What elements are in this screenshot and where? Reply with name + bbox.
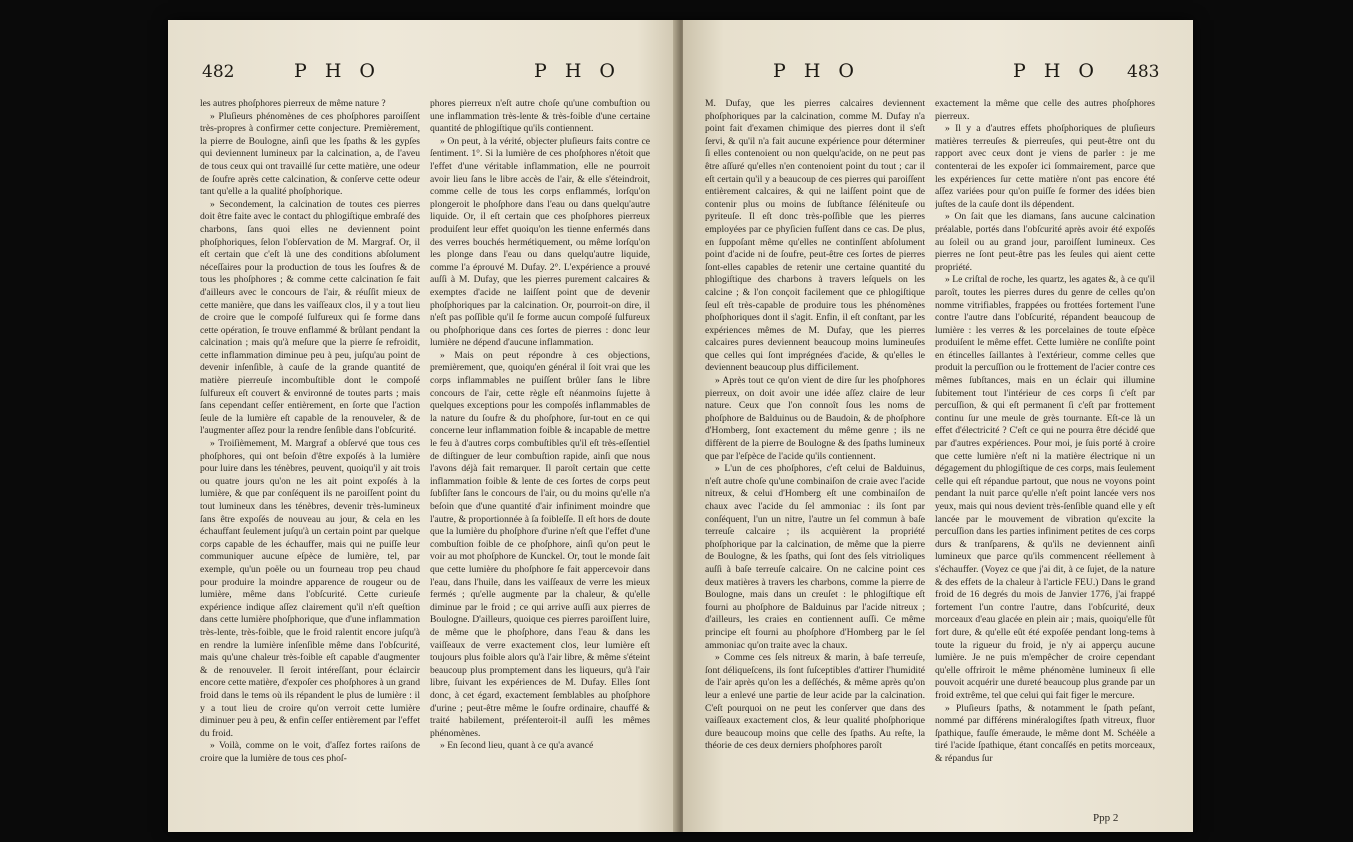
right-column-1	[705, 98, 925, 810]
left-column-1	[200, 98, 420, 810]
page-number-left: 482	[202, 62, 235, 82]
right-page	[683, 20, 1193, 832]
paragraph: » Voilà, comme on le voit, d'aſſez fortes raiſons de croire que la lumière de tous ces phoſ-	[200, 740, 420, 764]
book-spread	[168, 20, 1193, 832]
headword-right-b: P H O	[1013, 60, 1101, 82]
headword-right-a: P H O	[773, 60, 861, 82]
signature-mark: Ppp 2	[1093, 812, 1119, 824]
left-page	[168, 20, 678, 832]
right-column-2	[935, 98, 1155, 810]
paragraph: » L'un de ces phoſphores, c'eſt celui de Balduinus, n'eſt autre choſe qu'une combinaiſon de craie avec l'acide nitreux, & celui d'Homberg eſt une combinaiſon de chaux avec l'acide du ſel ammoniac : ils ſont par conſéquent, l'un un nitre, l'autre un ſel commun à baſe terreuſe calcaire ; ils acquièrent la propriété phoſphorique par la calcination, de même que la pierre de Boulogne, & les ſpaths, qui ſont des ſels vitrioliques auſſi à baſe terreuſe calcaire. On ne calcine point ces deux matières à travers les charbons, comme la pierre de Boulogne, mais dans un creuſet : le phlogiſtique eſt fourni au phoſphore de Balduinus par l'acide nitreux ; d'ailleurs, les craies en contiennent auſſi. Ce même principe eſt fourni au phoſphore d'Homberg par le ſel ammoniac qu'on traite avec la chaux.	[705, 463, 925, 651]
headword-left-a: P H O	[294, 60, 382, 82]
paragraph: » On ſait que les diamans, ſans aucune calcination préalable, portés dans l'obſcurité après avoir été expoſés au ſoleil ou au grand jour, paroiſſent lumineux. Ces pierres ne ſont peut-être pas les ſeules qui aient cette propriété.	[935, 211, 1155, 273]
left-running-head	[202, 62, 672, 90]
paragraph: » Pluſieurs ſpaths, & notamment le ſpath peſant, nommé par différens minéralogiſtes ſpath vitreux, fluor ſpathique, fauſſe émeraude, le même dont M. Schéèle a tiré l'acide ſpathique, étant concaſſés en petits morceaux, & répandus ſur	[935, 702, 1155, 764]
paragraph: » On peut, à la vérité, objecter pluſieurs faits contre ce ſentiment. 1°. Si la lumière de ces phoſphores n'étoit que l'effet d'une véritable inflammation, elle ne pourroit avoir lieu ſans le libre accès de l'air, & elle s'éteindroit, comme celle de tous les corps enflammés, lorſqu'on plongeroit le phoſphore dans l'eau ou dans quelqu'autre liquide. Or, il eſt certain que ces phoſphores pierreux produiſent leur effet quoiqu'on les tienne enfermés dans des verres bouchés hermétiquement, ou même lorſqu'on les plonge dans l'eau ou dans quelqu'autre liquide, comme l'a éprouvé M. Dufay. 2°. L'expérience a prouvé auſſi à M. Dufay, que les pierres purement calcaires & exemptes d'acide ne laiſſent point que de devenir phoſphoriques par la calcination. Or, pourroit-on dire, il n'eſt pas poſſible qu'il ſe forme aucun compoſé ſulfureux ou phoſphorique dans ces ſortes de pierres : donc leur lumière ne dépend d'aucune inflammation.	[430, 135, 650, 349]
paragraph: phores pierreux n'eſt autre choſe qu'une combuſtion ou une inflammation très-lente & très-foible d'une certaine quantité de phlogiſtique qu'ils contiennent.	[430, 98, 650, 135]
paragraph: exactement la même que celle des autres phoſphores pierreux.	[935, 98, 1155, 122]
paragraph: » En ſecond lieu, quant à ce qu'a avancé	[440, 740, 594, 752]
paragraph: » Pluſieurs phénomènes de ces phoſphores paroiſſent très-propres à confirmer cette conjecture. Premièrement, la pierre de Boulogne, ainſi que les ſpaths & les gypſes qui deviennent lumineux par la calcination, a, de l'aveu de tous ceux qui ont travaillé ſur cette matière, une odeur de ſoufre après cette calcination, & conſerve cette odeur tant qu'elle a la qualité phoſphorique.	[200, 110, 420, 198]
paragraph: » Comme ces ſels nitreux & marin, à baſe terreuſe, ſont déliqueſcens, ils ſont ſuſceptibles d'attirer l'humidité de l'air après qu'on les a deſſéchés, & même après qu'on leur a enlevé une partie de leur acide par la calcination. C'eſt pourquoi on ne peut les conſerver que dans des vaiſſeaux exactement clos, & leur qualité phoſphorique dure beaucoup moins que celle des ſpaths. Au reſte, la théorie de ces deux derniers phoſphores paroît	[705, 652, 925, 752]
paragraph: » Troiſièmement, M. Margraf a obſervé que tous ces phoſphores, qui ont beſoin d'être expoſés à la lumière pour luire dans les ténèbres, peuvent, quoiqu'il y ait trois ou quatre jours qu'on ne les ait point expoſés à la lumière, & que par conſéquent ils ne paroiſſent point du tout lumineux dans les ténèbres, devenir très-lumineux ſans être expoſés de nouveau au jour, & cela en les échauffant ſeulement juſqu'à un certain point par quelque corps capable de les échauffer, mais qui ne puiſſe leur communiquer aucune eſpèce de lumière, tel, par exemple, qu'un poële ou un fourneau trop peu chaud pour produire la moindre apparence de rougeur ou de lumière, même dans l'obſcurité. Cette curieuſe expérience indique aſſez clairement qu'il n'eſt queſtion dans cette lumière phoſphorique, que d'une inflammation très-lente, très-foible, que le froid ralentit encore juſqu'à en rendre la lumière inſenſible même dans l'obſcurité, mais qu'une chaleur très-foible eſt capable d'augmenter & de renouveler. Il ſeroit intéreſſant, pour éclaircir encore cette matière, d'expoſer ces phoſphores à un grand froid dans le tems où ils répandent le plus de lumière : il y a tout lieu de croire qu'on verroit cette lumière diminuer peu à peu, & enfin ceſſer entièrement par l'effet du froid.	[200, 438, 420, 739]
right-running-head	[693, 62, 1163, 90]
paragraph: » Après tout ce qu'on vient de dire ſur les phoſphores pierreux, on doit avoir une idée aſſez claire de leur nature. Ceux que l'on connoît ſous les noms de phoſphore de Balduinus ou de Baudoin, & de phoſphore d'Homberg, ſont exactement du même genre ; ils ne diffèrent de la pierre de Boulogne & des ſpaths lumineux que par l'eſpèce de l'acide qu'ils contiennent.	[705, 375, 925, 462]
paragraph: » Mais on peut répondre à ces objections, premièrement, que, quoiqu'en général il ſoit vrai que les corps inflammables ne puiſſent brûler ſans le libre concours de l'air, cette règle eſt néanmoins ſujette à quelques exceptions pour les compoſés inflammables de la nature du ſoufre & du phoſphore, ſur-tout en ce qui concerne leur inflammation foible & incapable de mettre le feu à d'autres corps combuſtibles qu'il eſt très-eſſentiel de diſtinguer de leur combuſtion rapide, ainſi que nous l'avons déjà fait remarquer. Il paroît certain que cette inflammation foible & lente de ces ſortes de corps peut ſubſiſter ſans le concours de l'air, ou du moins qu'elle n'a beſoin que d'une quantité d'air infiniment moindre que l'autre, & proportionnée à ſa foibleſſe. Il eſt hors de doute que la lumière du phoſphore d'urine n'eſt que l'effet d'une combuſtion foible de ce phoſphore, ainſi qu'on peut le voir au mot phoſphore de Kunckel. Or, tout le monde ſait que cette lumière du phoſphore ſe fait appercevoir dans l'eau, dans l'huile, dans les vaiſſeaux de verre les mieux fermés ; qu'elle augmente par la chaleur, & qu'elle diminue par le froid ; ce qui arrive auſſi aux pierres de Boulogne. D'ailleurs, quoique ces pierres paroiſſent luire, de même que le phoſphore, dans l'eau & dans les vaiſſeaux de verre exactement clos, leur lumière eſt toujours plus foible alors qu'à l'air libre, & même s'éteint beaucoup plus promptement dans les liqueurs, qu'à l'air libre, ſuivant les expériences de M. Dufay. Elles ſont donc, à cet égard, exactement ſemblables au phoſphore d'urine ; peut-être même le ſoufre ordinaire, chauffé & traité habilement, préſenteroit-il auſſi les mêmes phénomènes.	[430, 349, 650, 739]
left-column-2	[430, 98, 650, 810]
paragraph: » Secondement, la calcination de toutes ces pierres doit être faite avec le contact du phlogiſtique embraſé des charbons, ſans quoi elles ne deviennent point phoſphoriques, ſelon l'obſervation de M. Margraf. Or, il eſt certain que c'eſt là une des conditions abſolument néceſſaires pour la production de tous les ſoufres & de tous les phoſphores ; & comme cette calcination ſe fait d'ailleurs avec le concours de l'air, & réuſſit mieux de cette manière, que dans les vaiſſeaux clos, il y a tout lieu de croire que le compoſé ſulfureux qui ſe forme dans cette opération, ſe trouve enflammé & brûlant pendant la calcination ; mais qu'à meſure que la pierre ſe refroidit, cette inflammation diminue peu à peu, juſqu'au point de devenir inſenſible, à cauſe de la grande quantité de matière pierreuſe incombuſtible dont le compoſé ſulfureux eſt couvert & environné de toutes parts ; mais ſans cependant ceſſer entièrement, en ſorte que l'action ſeule de la lumière eſt capable de la renouveler, & de l'augmenter aſſez pour la rendre ſenſible dans l'obſcurité.	[200, 198, 420, 437]
page-number-right: 483	[1127, 62, 1160, 82]
headword-left-b: P H O	[534, 60, 622, 82]
paragraph: » Le criſtal de roche, les quartz, les agates &, à ce qu'il paroît, toutes les pierres dures du genre de celles qu'on nomme vitrifiables, frappées ou frottées fortement l'une contre l'autre dans l'obſcurité, répandent beaucoup de lumière : les verres & les porcelaines de toute eſpèce produiſent le même effet. Cette lumière ne conſiſte point en étincelles ſaillantes à l'extérieur, comme celles que produit la percuſſion ou le frottement de l'acier contre ces mêmes ſubſtances, mais en un éclair qui illumine ſubitement tout l'intérieur de ces corps ſi c'eſt par percuſſion, & qui eſt permanent ſi c'eſt par frottement continu ſur une meule de grès tournante. Eſt-ce là un effet d'électricité ? C'eſt ce qui ne pourra être décidé que par d'autres expériences. Pour moi, je ſuis porté à croire que cette lumière n'eſt ni la matière électrique ni un dégagement du phlogiſtique de ces corps, mais ſeulement celle qui eſt répandue partout, que nous ne voyons point pendant la nuit parce qu'elle n'eſt point lancée vers nos yeux, mais qui nous devient très-ſenſible quand elle y eſt lancée par le mouvement de vibration qu'excite la percuſſion dans les parties infiniment petites de ces corps durs & tranſparens, & qu'ils ne deviennent ainſi lumineux que parce qu'ils commencent réellement à s'échauffer. (Voyez ce que j'ai dit, à ce ſujet, de la nature & des effets de la chaleur à l'article FEU.) Dans le grand froid de 16 degrés du mois de Janvier 1776, j'ai frappé fortement l'un contre l'autre, dans l'obſcurité, deux morceaux d'eau glacée en plein air ; mais, quoiqu'elle fût fort dure, & qu'elle eût été expoſée pendant long-tems à toute la rigueur du froid, je n'y ai apperçu aucune lumière. Je ne puis m'empêcher de croire cependant qu'elle offriroit le même phénomène lumineux ſi elle pouvoit acquérir une dureté beaucoup plus grande par un froid extrême, tel que celui qui fait figer le mercure.	[935, 274, 1155, 701]
paragraph: les autres phoſphores pierreux de même nature ?	[200, 98, 386, 109]
paragraph: M. Dufay, que les pierres calcaires deviennent phoſphoriques par la calcination, comme M. Dufay n'a point fait d'examen chimique des pierres dont il s'eſt ſervi, & qu'il n'a fait aucune expérience pour déterminer ſi elles contenoient ou non quelqu'acide, on ne peut pas être aſſuré qu'elles n'en contenoient point du tout ; car il eſt certain qu'il y a beaucoup de ces pierres qui paroiſſent entièrement calcaires, & qui ne laiſſent point que de contenir plus ou moins de ſubſtance ſéléniteuſe ou pyriteuſe. Il eſt donc très-poſſible que les pierres employées par ce phyſicien fuſſent dans ce cas. De plus, en ſuppoſant même qu'elles ne continſſent abſolument point d'acide ni de ſoufre, peut-être ces ſortes de pierres ſont-elles capables de retenir une certaine quantité du phlogiſtique des charbons à travers leſquels on les calcine ; & l'on conçoit facilement que ce phlogiſtique ſeul eſt très-capable de produire tous les phénomènes phoſphoriques dont il s'agit. Enfin, il eſt conſtant, par les expériences mêmes de M. Dufay, que les pierres calcaires pures deviennent beaucoup moins lumineuſes que celles qui ſont imprégnées d'acide, & qu'elles le deviennent beaucoup plus difficilement.	[705, 98, 925, 374]
paragraph: » Il y a d'autres effets phoſphoriques de pluſieurs matières terreuſes & pierreuſes, qui peut-être ont du rapport avec ceux dont je viens de parler : je me contenterai de les expoſer ici ſommairement, parce que les expériences ſur cette matière n'ont pas encore été aſſez variées pour qu'on puiſſe ſe former des idées bien juſtes de la cauſe dont ils dépendent.	[935, 123, 1155, 210]
